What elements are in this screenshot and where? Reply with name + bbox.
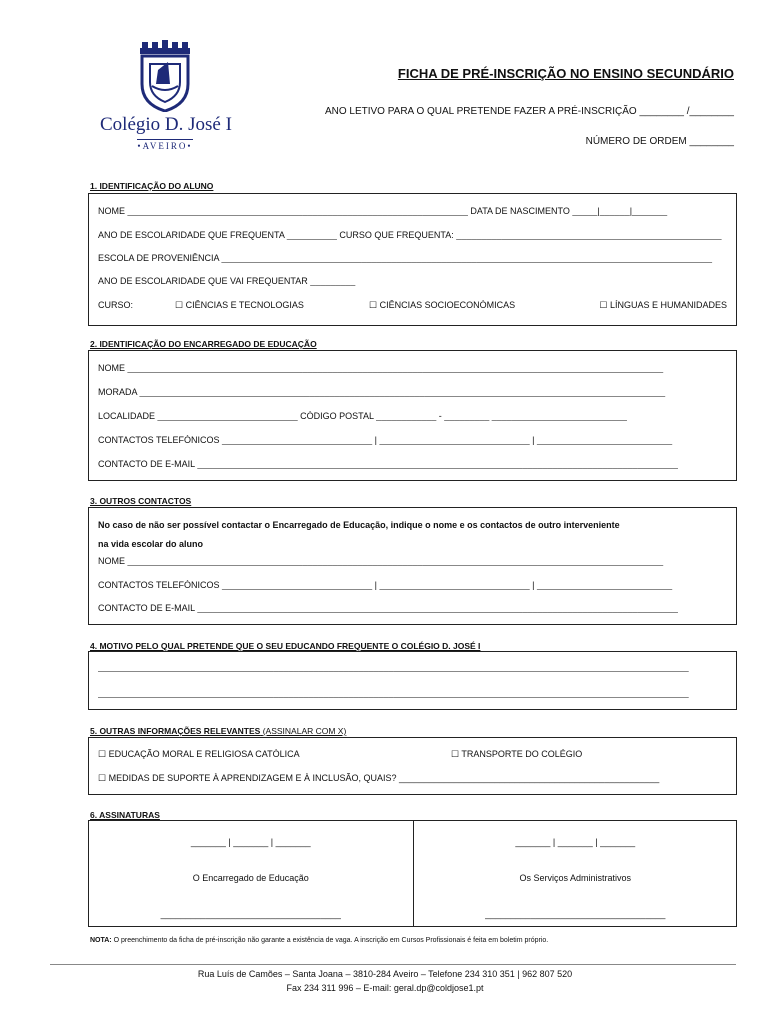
section4-title: 4. MOTIVO PELO QUAL PRETENDE QUE O SEU EDUCANDO FREQUENTE O COLÉGIO D. JOSÉ I: [90, 641, 481, 651]
course-option-languages[interactable]: ☐ LÍNGUAS E HUMANIDADES: [599, 300, 727, 310]
section2-box: [88, 350, 737, 481]
order-number-field[interactable]: NÚMERO DE ORDEM ________: [585, 136, 734, 147]
guardian-name-field[interactable]: NOME ___________________________________________________________________________________________________________: [98, 363, 664, 373]
guardian-signature-line[interactable]: ____________________________________: [160, 909, 341, 919]
section1-title: 1. IDENTIFICAÇÃO DO ALUNO: [90, 181, 214, 191]
course-label: CURSO:: [98, 300, 134, 310]
motive-line-1[interactable]: ______________________________________________________________________________________________________________________: [98, 662, 689, 672]
motive-line-2[interactable]: ______________________________________________________________________________________________________________________: [98, 688, 689, 698]
school-origin-field[interactable]: ESCOLA DE PROVENIÊNCIA __________________________________________________________________________________________________: [98, 253, 713, 263]
other-name-field[interactable]: NOME ___________________________________________________________________________________________________________: [98, 556, 664, 566]
admin-signature-cell: [413, 821, 738, 926]
admin-signature-label: Os Serviços Administrativos: [519, 873, 632, 883]
section5-title: [90, 726, 346, 736]
current-year-field[interactable]: ANO DE ESCOLARIDADE QUE FREQUENTA __________ CURSO QUE FREQUENTA: _____________________________________________________: [98, 230, 722, 240]
other-phone-field[interactable]: CONTACTOS TELEFÓNICOS ______________________________ | ______________________________ | ___________________________: [98, 580, 673, 590]
section2-title: 2. IDENTIFICAÇÃO DO ENCARREGADO DE EDUCAÇÃO: [90, 339, 317, 349]
school-city: •AVEIRO•: [137, 141, 193, 151]
section3-intro-2: na vida escolar do aluno: [98, 539, 204, 549]
footer-contacts: Fax 234 311 996 – E-mail: geral.dp@coldjose1.pt: [286, 983, 484, 993]
transport-checkbox[interactable]: ☐ TRANSPORTE DO COLÉGIO: [451, 749, 583, 759]
crown-shield-icon: [130, 40, 200, 112]
section6-title: 6. ASSINATURAS: [90, 810, 160, 820]
section5-box: [88, 737, 737, 795]
locality-postal-field[interactable]: LOCALIDADE ____________________________ CÓDIGO POSTAL ____________ - _________ ___________________________: [98, 411, 627, 421]
guardian-signature-date[interactable]: _______ | _______ | _______: [190, 837, 311, 847]
section3-title: 3. OUTROS CONTACTOS: [90, 496, 192, 506]
other-email-field[interactable]: CONTACTO DE E-MAIL ________________________________________________________________________________________________: [98, 603, 678, 613]
course-option-sciences[interactable]: ☐ CIÊNCIAS E TECNOLOGIAS: [175, 300, 304, 310]
note-label: NOTA:: [90, 937, 112, 944]
moral-education-checkbox[interactable]: ☐ EDUCAÇÃO MORAL E RELIGIOSA CATÓLICA: [98, 749, 300, 759]
school-logo: [100, 40, 230, 150]
school-name: Colégio D. José I: [100, 114, 232, 135]
address-field[interactable]: MORADA _________________________________________________________________________________________________________: [98, 387, 666, 397]
section3-box: [88, 507, 737, 625]
section5-subtitle: (ASSINALAR COM X): [262, 726, 347, 736]
section1-box: [88, 193, 737, 326]
support-measures-checkbox[interactable]: ☐ MEDIDAS DE SUPORTE À APRENDIZAGEM E À INCLUSÃO, QUAIS? ____________________________________________________: [98, 773, 660, 783]
form-note: [90, 937, 548, 944]
student-name-field[interactable]: NOME ____________________________________________________________________ DATA DE NASCIMENTO _____|______|_______: [98, 206, 668, 216]
guardian-signature-label: O Encarregado de Educação: [192, 873, 309, 883]
school-year-field[interactable]: ANO LETIVO PARA O QUAL PRETENDE FAZER A PRÉ-INSCRIÇÃO ________ /________: [324, 106, 734, 117]
footer-divider: [50, 964, 736, 965]
signatures-box: [88, 820, 737, 927]
section5-title-text: 5. OUTRAS INFORMAÇÕES RELEVANTES: [90, 726, 261, 736]
guardian-phone-field[interactable]: CONTACTOS TELEFÓNICOS ______________________________ | ______________________________ | ___________________________: [98, 435, 673, 445]
note-text: O preenchimento da ficha de pré-inscrição não garante a existência de vaga. A inscrição em Cursos Profissionais é feita em boletim próprio.: [111, 937, 549, 944]
guardian-signature-cell: [89, 821, 413, 926]
guardian-email-field[interactable]: CONTACTO DE E-MAIL ________________________________________________________________________________________________: [98, 459, 678, 469]
admin-signature-date[interactable]: _______ | _______ | _______: [515, 837, 636, 847]
admin-signature-line[interactable]: ____________________________________: [485, 909, 666, 919]
footer-address: Rua Luís de Camões – Santa Joana – 3810-284 Aveiro – Telefone 234 310 351 | 962 807 520: [197, 969, 573, 979]
section4-box: [88, 651, 737, 710]
section3-intro-1: No caso de não ser possível contactar o Encarregado de Educação, indique o nome e os contactos de outro interveniente: [98, 520, 620, 530]
course-option-socioeconomic[interactable]: ☐ CIÊNCIAS SOCIOECONÓMICAS: [369, 300, 516, 310]
next-year-field[interactable]: ANO DE ESCOLARIDADE QUE VAI FREQUENTAR _________: [98, 276, 356, 286]
form-title: FICHA DE PRÉ-INSCRIÇÃO NO ENSINO SECUNDÁRIO: [397, 66, 734, 81]
